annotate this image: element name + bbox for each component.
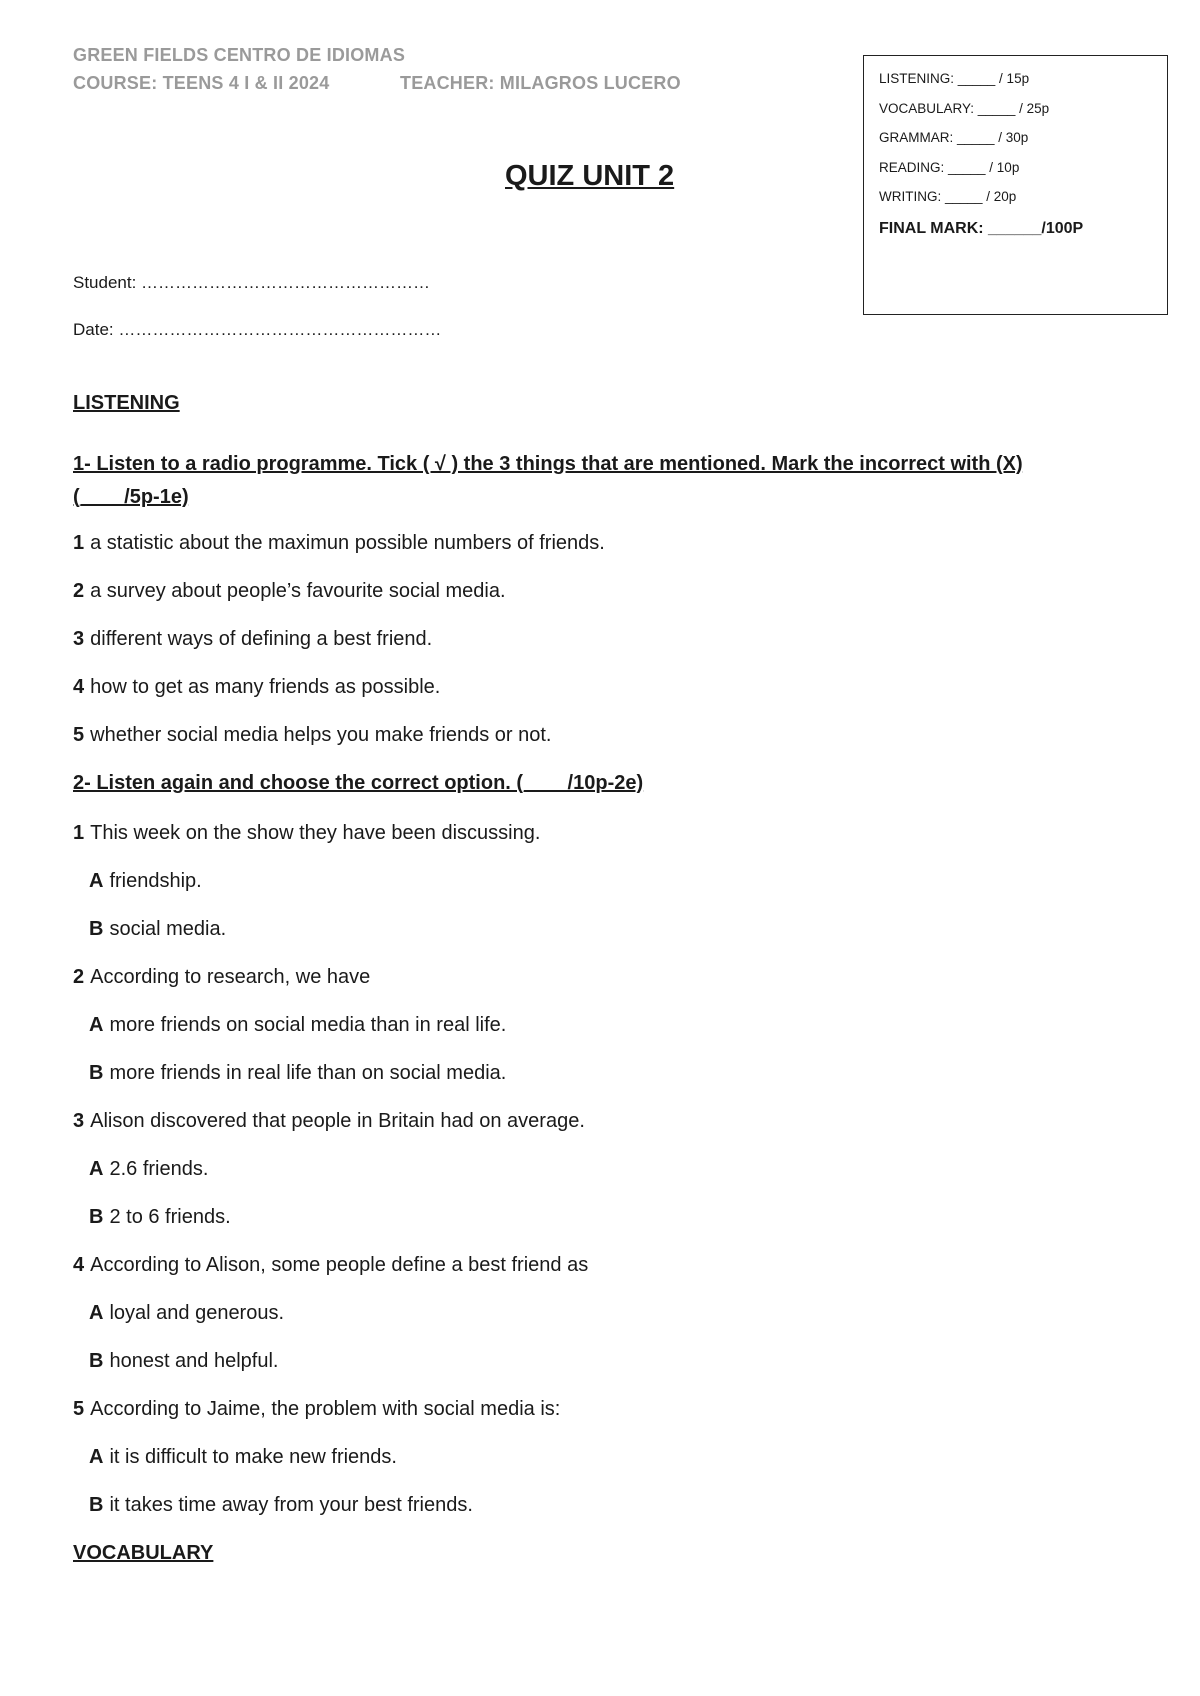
listening-heading: LISTENING [73,392,180,414]
list-item [73,580,506,603]
option-label: B [89,1062,104,1084]
page-title: QUIZ UNIT 2 [505,160,675,192]
option-label: A [89,870,104,892]
option-text: social media. [109,918,227,940]
vocabulary-mark: VOCABULARY: _____ / 25p [879,100,1050,116]
vocabulary-heading: VOCABULARY [73,1542,214,1564]
option-label: A [89,1446,104,1468]
option-label: A [89,1302,104,1324]
teacher-info: TEACHER: MILAGROS LUCERO [400,73,681,93]
option-a [89,1446,397,1469]
list-item [73,628,432,651]
option-text: it takes time away from your best friends. [109,1494,473,1516]
question-number: 3 [73,1110,85,1132]
exercise-1-instruction [73,448,1133,514]
item-text: different ways of defining a best friend. [90,628,433,650]
question [73,822,540,845]
school-name: GREEN FIELDS CENTRO DE IDIOMAS [73,45,406,65]
student-field: Student: …………………………………………… [73,273,431,292]
option-b [89,1062,506,1085]
option-a [89,870,202,893]
item-number: 2 [73,580,85,602]
option-text: 2 to 6 friends. [109,1206,231,1228]
grammar-mark: GRAMMAR: _____ / 30p [879,130,1029,145]
option-b [89,1494,473,1517]
option-label: B [89,1350,104,1372]
option-a [89,1158,208,1181]
question-number: 1 [73,822,85,844]
option-b [89,1350,278,1373]
question [73,966,370,989]
item-text: how to get as many friends as possible. [90,676,441,698]
reading-mark: READING: _____ / 10p [879,159,1020,175]
question-number: 2 [73,966,85,988]
option-text: it is difficult to make new friends. [109,1446,397,1468]
item-text: a survey about people’s favourite social media. [90,580,506,602]
option-b [89,918,226,941]
option-label: B [89,1206,104,1228]
option-text: friendship. [109,870,202,892]
date-field: Date: ………………………………………………… [73,320,442,339]
item-text: a statistic about the maximun possible numbers of friends. [90,532,605,554]
question-text: According to Alison, some people define a best friend as [90,1254,589,1276]
item-number: 5 [73,724,85,746]
question-text: Alison discovered that people in Britain had on average. [90,1110,585,1132]
list-item [73,532,605,555]
option-label: B [89,1494,104,1516]
item-text: whether social media helps you make friends or not. [90,724,552,746]
option-a [89,1014,506,1037]
question [73,1398,560,1421]
option-text: more friends on social media than in real life. [109,1014,507,1036]
writing-mark: WRITING: _____ / 20p [879,189,1017,204]
question-text: According to research, we have [90,966,371,988]
list-item [73,676,440,699]
option-b [89,1206,231,1229]
exercise-1-instruction-line2: (____/5p-1e) [73,486,189,508]
question-text: According to Jaime, the problem with social media is: [90,1398,561,1420]
option-text: 2.6 friends. [109,1158,209,1180]
exercise-1-instruction-line1: 1- Listen to a radio programme. Tick ( √ ) the 3 things that are mentioned. Mark the incorrect with (X) [73,453,1023,475]
question-number: 5 [73,1398,85,1420]
question [73,1110,585,1133]
option-text: loyal and generous. [109,1302,285,1324]
question-text: This week on the show they have been discussing. [90,822,541,844]
option-label: A [89,1158,104,1180]
marks-box [863,55,1168,315]
option-text: honest and helpful. [109,1350,279,1372]
item-number: 1 [73,532,85,554]
list-item [73,724,551,747]
final-mark: FINAL MARK: ______/100P [879,219,1084,237]
option-a [89,1302,284,1325]
item-number: 4 [73,676,85,698]
item-number: 3 [73,628,85,650]
option-label: B [89,918,104,940]
question-number: 4 [73,1254,85,1276]
option-label: A [89,1014,104,1036]
listening-mark: LISTENING: _____ / 15p [879,71,1030,86]
option-text: more friends in real life than on social media. [109,1062,507,1084]
course-info: COURSE: TEENS 4 I & II 2024 [73,73,330,93]
exercise-2-instruction: 2- Listen again and choose the correct option. (____/10p-2e) [73,772,644,794]
question [73,1254,588,1277]
